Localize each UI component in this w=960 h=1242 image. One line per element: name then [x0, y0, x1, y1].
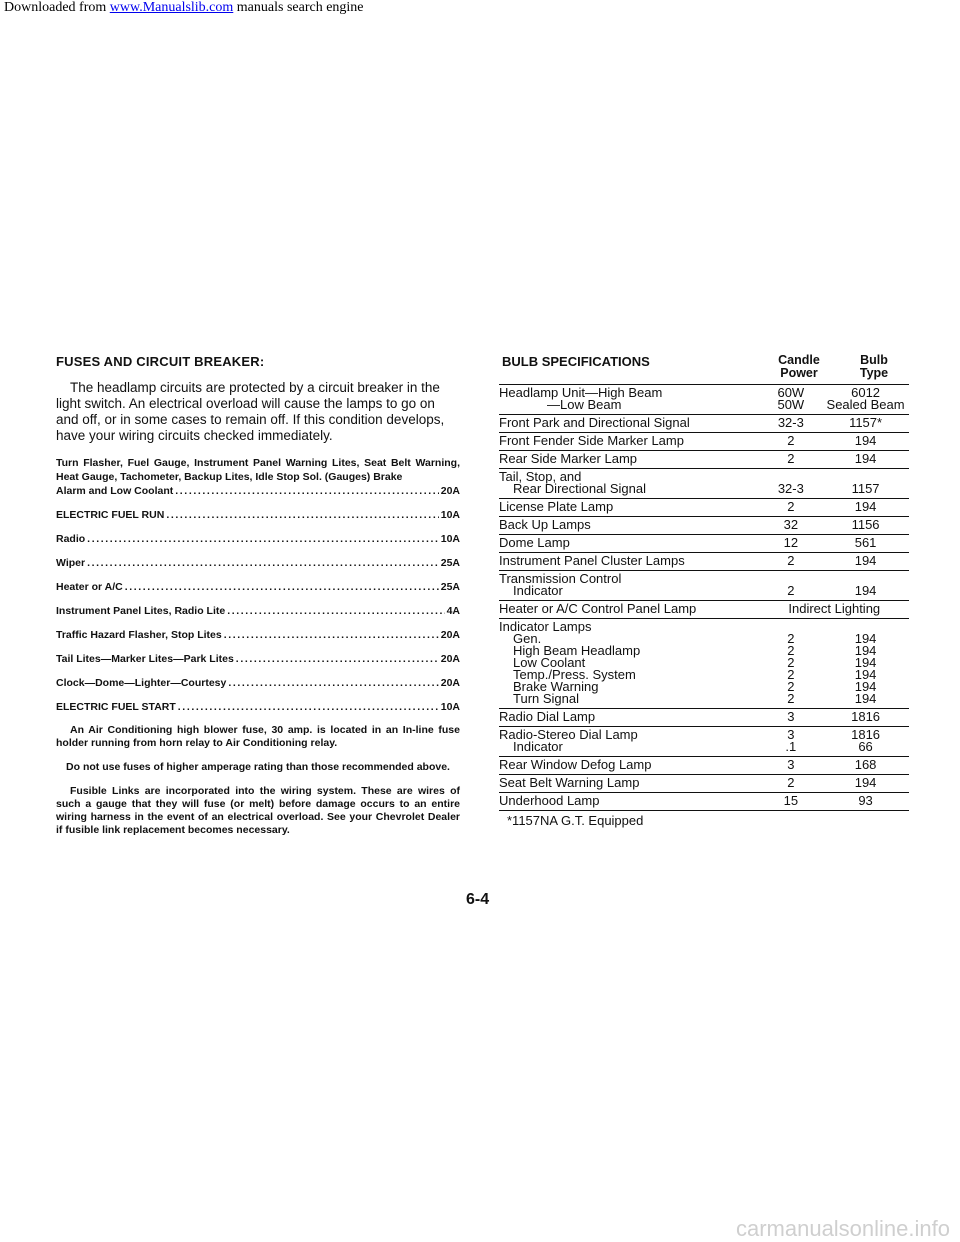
- note-amperage: Do not use fuses of higher amperage rating than those recommended above.: [66, 761, 450, 773]
- bulb-row: [499, 571, 909, 601]
- col-bulb-type: Bulb Type: [859, 353, 889, 380]
- fuse-item: [56, 580, 460, 594]
- fuse-item: [56, 556, 460, 570]
- bulb-type: 1816 66: [822, 727, 909, 757]
- bulb-type: 168: [822, 757, 909, 775]
- fuses-heading: FUSES AND CIRCUIT BREAKER:: [56, 354, 265, 369]
- bulb-type: 194: [822, 499, 909, 517]
- fuse-label: Instrument Panel Lites, Radio Lite: [56, 605, 226, 617]
- col-candle-power: Candle Power: [778, 353, 820, 380]
- bulb-type: 194: [822, 775, 909, 793]
- bulb-type: 194 194 194 194 194 194: [822, 619, 909, 709]
- dot-leader: [227, 604, 444, 618]
- bulb-power: 32-3: [760, 415, 823, 433]
- bulb-power: 3: [760, 757, 823, 775]
- bulb-item: License Plate Lamp: [499, 499, 760, 517]
- bulb-power: 2: [760, 499, 823, 517]
- bulb-row: [499, 775, 909, 793]
- fuse-item: [56, 604, 460, 618]
- bulb-power: 2: [760, 433, 823, 451]
- fuse-item: [56, 628, 460, 642]
- page-number: 6-4: [466, 891, 490, 908]
- fuse-rating: 20A: [440, 629, 460, 641]
- bulb-power: 3 .1: [760, 727, 823, 757]
- dot-leader: [125, 580, 439, 594]
- fuse-rating: 10A: [440, 509, 460, 521]
- bulb-type: 561: [822, 535, 909, 553]
- dot-leader: [228, 676, 438, 690]
- bulb-type: 1157*: [822, 415, 909, 433]
- bulb-row: [499, 517, 909, 535]
- bulb-item: Transmission Control Indicator: [499, 571, 760, 601]
- fuse-rating: 20A: [440, 677, 460, 689]
- bulb-row: [499, 727, 909, 757]
- bulb-type: 6012 Sealed Beam: [822, 385, 909, 415]
- bulb-power: 3: [760, 709, 823, 727]
- dot-leader: [175, 484, 438, 498]
- bulb-row: [499, 433, 909, 451]
- bulb-power: 2: [760, 775, 823, 793]
- fuses-intro: The headlamp circuits are protected by a circuit breaker in the light switch. An electrical overload will cause the lamps to go on and off, or in some cases to remain off. If this condition develops, have your wiring circuits checked immediately.: [56, 380, 445, 443]
- fuses-section: [56, 354, 460, 848]
- bulb-power: 32: [760, 517, 823, 535]
- bulb-table: [499, 384, 909, 811]
- bulb-power: 15: [760, 793, 823, 811]
- fuse-rating: 25A: [440, 557, 460, 569]
- note-ac-fuse: An Air Conditioning high blower fuse, 30 amp. is located in an In-line fuse holder running from horn relay to Air Conditioning relay.: [56, 724, 460, 749]
- bulb-merged-value: Indirect Lighting: [760, 601, 909, 619]
- fuse-rating: 25A: [440, 581, 460, 593]
- bulb-type: 1156: [822, 517, 909, 535]
- bulb-row: [499, 535, 909, 553]
- bulb-row: [499, 385, 909, 415]
- fuse-label: Heater or A/C: [56, 581, 123, 593]
- bulb-item: Seat Belt Warning Lamp: [499, 775, 760, 793]
- bulb-row: [499, 415, 909, 433]
- bulb-item: Front Park and Directional Signal: [499, 415, 760, 433]
- bulb-header: [499, 354, 909, 384]
- watermark: carmanualsonline.info: [735, 1216, 950, 1241]
- bulb-item: Front Fender Side Marker Lamp: [499, 433, 760, 451]
- bulb-item: Heater or A/C Control Panel Lamp: [499, 601, 760, 619]
- bulb-type: 1157: [822, 469, 909, 499]
- bulb-footnote: *1157NA G.T. Equipped: [507, 813, 644, 828]
- fuse-item: [56, 700, 460, 714]
- dot-leader: [178, 700, 439, 714]
- bulb-section: [499, 354, 909, 828]
- bulb-item: Rear Window Defog Lamp: [499, 757, 760, 775]
- fuse-label: Alarm and Low Coolant: [56, 485, 174, 497]
- bulb-item: Dome Lamp: [499, 535, 760, 553]
- bulb-item: Headlamp Unit—High Beam —Low Beam: [499, 385, 760, 415]
- bulb-type: 93: [822, 793, 909, 811]
- bulb-item: Tail, Stop, and Rear Directional Signal: [499, 469, 760, 499]
- bulb-type: 194: [822, 451, 909, 469]
- dot-leader: [166, 508, 438, 522]
- bulb-row: [499, 793, 909, 811]
- bulb-power: 2: [760, 553, 823, 571]
- bulb-type: 194: [822, 433, 909, 451]
- dot-leader: [236, 652, 439, 666]
- fuse-rating: 10A: [440, 533, 460, 545]
- fuse-label: ELECTRIC FUEL RUN: [56, 509, 165, 521]
- fuse-rating: 10A: [440, 701, 460, 713]
- fuse-item: [56, 676, 460, 690]
- bulb-row: [499, 757, 909, 775]
- bulb-row: [499, 469, 909, 499]
- manualslib-link[interactable]: www.Manualslib.com: [109, 0, 234, 15]
- fuse-rating: 20A: [440, 485, 460, 497]
- fuse-item: [56, 456, 460, 498]
- fuse-lead-text: Turn Flasher, Fuel Gauge, Instrument Panel Warning Lites, Seat Belt Warning, Heat Gauge, Tachometer, Backup Lites, Idle Stop Sol. (Gauges) Brake: [56, 457, 460, 483]
- bulb-type: 1816: [822, 709, 909, 727]
- bulb-item: Rear Side Marker Lamp: [499, 451, 760, 469]
- bulb-row: [499, 451, 909, 469]
- dot-leader: [87, 556, 439, 570]
- fuse-rating: 20A: [440, 653, 460, 665]
- bulb-type: 194: [822, 571, 909, 601]
- note-fusible-links: Fusible Links are incorporated into the wiring system. These are wires of such a gauge that they will fuse (or melt) before damage occurs to an entire wiring harness in the event of an electrical overload. See your Chevrolet Dealer if fusible link replacement becomes necessary.: [56, 785, 460, 836]
- bulb-item: Radio Dial Lamp: [499, 709, 760, 727]
- bulb-heading: BULB SPECIFICATIONS: [502, 354, 650, 369]
- bulb-row: [499, 601, 909, 619]
- download-header: Downloaded from www.Manualslib.com manuals search engine: [4, 0, 364, 15]
- bulb-row: [499, 553, 909, 571]
- dot-leader: [224, 628, 439, 642]
- bulb-row: [499, 499, 909, 517]
- fuse-list: [56, 456, 460, 714]
- fuse-label: Tail Lites—Marker Lites—Park Lites: [56, 653, 234, 665]
- bulb-item: Underhood Lamp: [499, 793, 760, 811]
- bulb-item: Radio-Stereo Dial Lamp Indicator: [499, 727, 760, 757]
- fuse-label: Traffic Hazard Flasher, Stop Lites: [56, 629, 222, 641]
- bulb-power: 2 2 2 2 2 2: [760, 619, 823, 709]
- bulb-power: 60W 50W: [760, 385, 823, 415]
- bulb-row: [499, 709, 909, 727]
- bulb-power: 2: [760, 451, 823, 469]
- bulb-item: Indicator Lamps Gen. High Beam Headlamp Low Coolant Temp./Press. System Brake Warning Turn Signal: [499, 619, 760, 709]
- fuse-label: ELECTRIC FUEL START: [56, 701, 176, 713]
- fuse-rating: 4A: [446, 605, 460, 617]
- bulb-power: 32-3: [760, 469, 823, 499]
- fuse-item: [56, 508, 460, 522]
- bulb-item: Back Up Lamps: [499, 517, 760, 535]
- bulb-item: Instrument Panel Cluster Lamps: [499, 553, 760, 571]
- fuse-item: [56, 652, 460, 666]
- fuse-label: Radio: [56, 533, 86, 545]
- dot-leader: [87, 532, 439, 546]
- bulb-row: [499, 619, 909, 709]
- fuse-label: Wiper: [56, 557, 86, 569]
- fuse-notes: [56, 724, 460, 837]
- bulb-type: 194: [822, 553, 909, 571]
- bulb-power: 2: [760, 571, 823, 601]
- bulb-power: 12: [760, 535, 823, 553]
- fuse-label: Clock—Dome—Lighter—Courtesy: [56, 677, 227, 689]
- fuse-item: [56, 532, 460, 546]
